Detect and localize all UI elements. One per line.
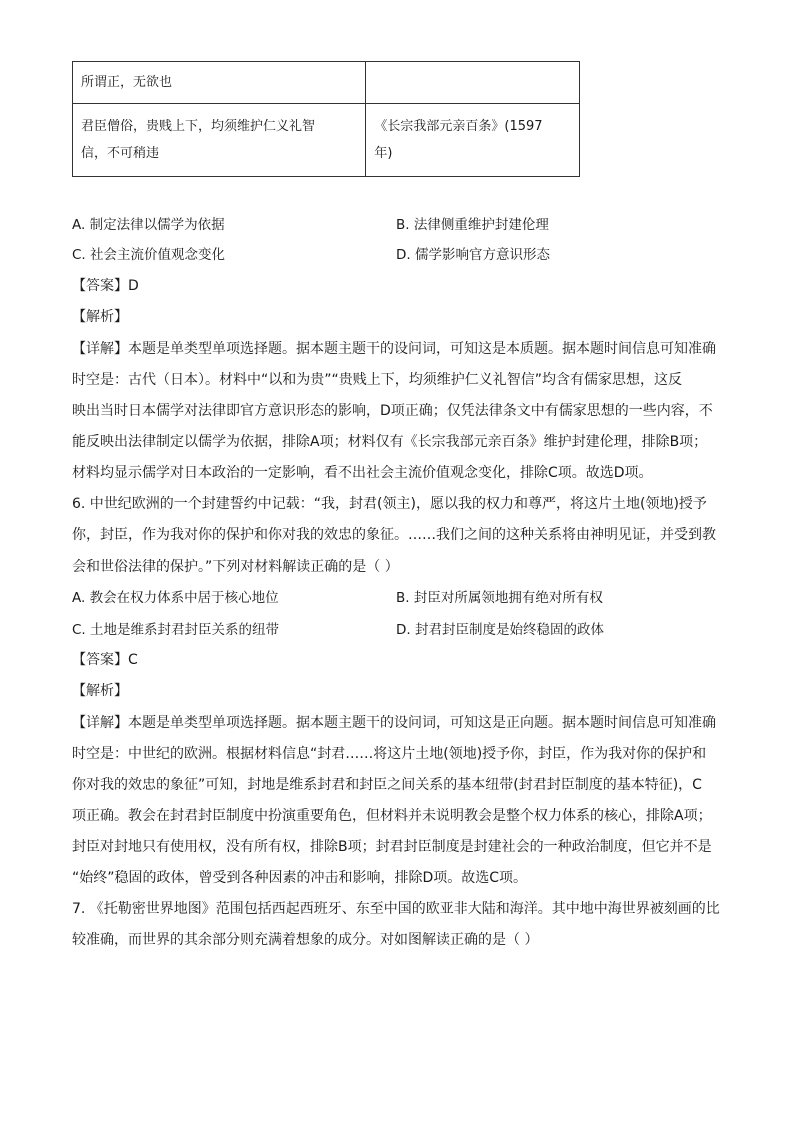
q5-detail-line: 映出当时日本儒学对法律即官方意识形态的影响，D项正确；仅凭法律条文中有儒家思想的一些内容，不 bbox=[72, 403, 713, 419]
q6-detail-line: “始终”稳固的政体，曾受到各种因素的冲击和影响，排除D项。故选C项。 bbox=[72, 870, 528, 886]
cell-text-line: 君臣僧俗，贵贱上下，均须维护仁义礼智 bbox=[81, 119, 316, 134]
q6-stem-line: 6. 中世纪欧洲的一个封建誓约中记载：“我，封君(领主)，愿以我的权力和尊严，将这片土地(领地)授予 bbox=[72, 496, 707, 512]
q6-detail-line: 【详解】本题是单类型单项选择题。据本题主题干的设问词，可知这是正向题。据本题时间信息可知准确 bbox=[72, 715, 716, 731]
q5-option-d: D. 儒学影响官方意识形态 bbox=[396, 247, 550, 263]
q5-detail-line: 【详解】本题是单类型单项选择题。据本题主题干的设问词，可知这是本质题。据本题时间信息可知准确 bbox=[72, 341, 716, 357]
source-table bbox=[72, 61, 580, 177]
q7-stem-line: 较准确，而世界的其余部分则充满着想象的成分。对如图解读正确的是（ ） bbox=[72, 932, 539, 948]
q6-stem-line: 会和世俗法律的保护。”下列对材料解读正确的是（ ） bbox=[72, 559, 399, 575]
q6-option-c: C. 土地是维系封君封臣关系的纽带 bbox=[72, 622, 280, 638]
q5-answer: 【答案】D bbox=[72, 278, 139, 294]
q6-detail-line: 封臣对封地只有使用权，没有所有权，排除B项；封君封臣制度是封建社会的一种政治制度，但它并不是 bbox=[72, 839, 712, 855]
q6-option-a: A. 教会在权力体系中居于核心地位 bbox=[72, 590, 279, 606]
q6-option-d: D. 封君封臣制度是始终稳固的政体 bbox=[396, 622, 604, 638]
cell-text-line: 信，不可稍违 bbox=[81, 146, 160, 161]
table-row bbox=[73, 62, 580, 104]
q6-detail-line: 你对我的效忠的象征”可知，封地是维系封君和封臣之间关系的基本纽带(封君封臣制度的基本特征)，C bbox=[72, 777, 702, 793]
table-cell-source bbox=[366, 62, 580, 104]
q5-option-b: B. 法律侧重维护封建伦理 bbox=[396, 217, 549, 233]
table-cell-source bbox=[366, 104, 580, 177]
q5-option-a: A. 制定法律以儒学为依据 bbox=[72, 217, 225, 233]
q6-answer: 【答案】C bbox=[72, 652, 138, 668]
q6-stem-line: 你，封臣，作为我对你的保护和你对我的效忠的象征。……我们之间的这种关系将由神明见证，并受到教 bbox=[72, 527, 716, 543]
q5-detail-line: 时空是：古代（日本）。材料中“以和为贵”“贵贱上下，均须维护仁义礼智信”均含有儒家思想，这反 bbox=[72, 372, 683, 388]
table-cell-text bbox=[73, 104, 366, 177]
q6-detail-line: 项正确。教会在封君封臣制度中扮演重要角色，但材料并未说明教会是整个权力体系的核心，排除A项； bbox=[72, 808, 712, 824]
table-cell-text bbox=[73, 62, 366, 104]
q5-analysis-label: 【解析】 bbox=[72, 309, 128, 325]
q6-detail-line: 时空是：中世纪的欧洲。根据材料信息“封君……将这片土地(领地)授予你，封臣，作为我对你的保护和 bbox=[72, 746, 707, 762]
q5-detail-line: 能反映出法律制定以儒学为依据，排除A项；材料仅有《长宗我部元亲百条》维护封建伦理，排除B项； bbox=[72, 434, 708, 450]
q5-detail-line: 材料均显示儒学对日本政治的一定影响，看不出社会主流价值观念变化，排除C项。故选D项。 bbox=[72, 465, 653, 481]
q6-option-b: B. 封臣对所属领地拥有绝对所有权 bbox=[396, 590, 603, 606]
cell-source-line: 年) bbox=[374, 146, 393, 161]
cell-text: 所谓正，无欲也 bbox=[81, 75, 173, 90]
table-row bbox=[73, 104, 580, 177]
q5-option-c: C. 社会主流价值观念变化 bbox=[72, 247, 226, 263]
cell-source-line: 《长宗我部元亲百条》(1597 bbox=[374, 119, 543, 134]
q6-analysis-label: 【解析】 bbox=[72, 683, 128, 699]
q7-stem-line: 7. 《托勒密世界地图》范围包括西起西班牙、东至中国的欧亚非大陆和海洋。其中地中海世界被刻画的比 bbox=[72, 901, 720, 917]
